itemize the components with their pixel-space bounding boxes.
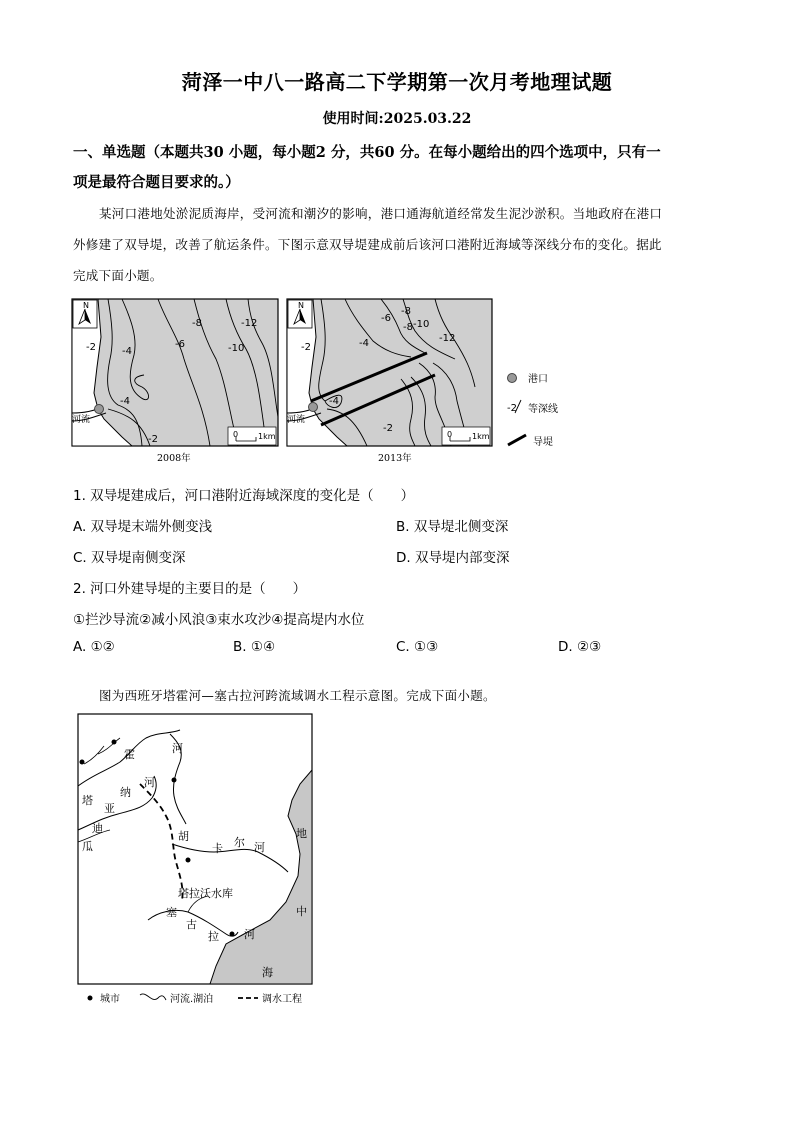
passage1-line2: 外修建了双导堤，改善了航运条件。下图示意双导堤建成前后该河口港附近海域等深线分布的变化。据此 <box>73 237 662 252</box>
passage2-line1: 图为西班牙塔霍河—塞古拉河跨流域调水工程示意图。完成下面小题。 <box>99 688 496 703</box>
depth-label: -8 <box>192 318 202 329</box>
legend-isobath: 等深线 <box>528 404 558 415</box>
q2-option-b: B. ①④ <box>233 639 276 655</box>
section-heading-line1: 一、单选题（本题共30 小题，每小题2 分，共60 分。在每小题给出的四个选项中，只有一 <box>73 144 661 161</box>
q2-option-d: D. ②③ <box>558 639 602 655</box>
depth-label: -6 <box>381 313 391 324</box>
depth-label: -12 <box>241 318 258 329</box>
depth-label: -4 <box>122 346 132 357</box>
tajo-label: 迪 <box>92 822 103 835</box>
jucar-label: 尔 <box>234 836 245 849</box>
page-title: 菏泽一中八一路高二下学期第一次月考地理试题 <box>181 70 613 94</box>
river-label: 河流 <box>287 415 306 425</box>
tajo-label: 塔 <box>82 794 93 807</box>
city-icon <box>230 932 235 937</box>
city-icon <box>172 778 177 783</box>
depth-label: -10 <box>413 319 430 330</box>
map-2013 <box>287 299 492 464</box>
isobath-figure <box>70 297 570 467</box>
jucar-label: 胡 <box>178 830 189 843</box>
city-legend-icon <box>88 996 93 1001</box>
segura-label: 塞 <box>166 906 177 919</box>
scale-unit: 1km <box>258 432 276 441</box>
q1-option-c: C. 双导堤南侧变深 <box>73 550 186 566</box>
sea-label: 中 <box>296 905 307 918</box>
scale-unit: 1km <box>472 432 490 441</box>
scale-zero: 0 <box>233 430 239 439</box>
depth-label: -2 <box>86 342 96 353</box>
legend-jetty: 导堤 <box>533 437 553 448</box>
legend-port: 港口 <box>528 374 548 385</box>
legend-isobath-value: -2 <box>507 403 517 414</box>
question-2-items: ①拦沙导流②减小风浪③束水攻沙④提高堤内水位 <box>73 612 365 628</box>
legend-city: 城市 <box>100 994 120 1005</box>
passage1-line1: 某河口港地处淤泥质海岸，受河流和潮汐的影响，港口通海航道经常发生泥沙淤积。当地政府在港口 <box>99 206 663 221</box>
segura-label: 拉 <box>208 930 219 943</box>
section-heading-line2: 项是最符合题目要求的。） <box>73 174 240 191</box>
depth-label: -8 <box>403 322 413 333</box>
map-caption-2008: 2008年 <box>157 453 191 464</box>
depth-label: -2 <box>148 434 158 445</box>
legend-water-project: 调水工程 <box>262 994 302 1005</box>
depth-label: -2 <box>383 423 393 434</box>
depth-label: -12 <box>439 333 456 344</box>
sea-label: 地 <box>296 827 307 840</box>
scale-zero: 0 <box>447 430 453 439</box>
north-label: N <box>83 301 89 310</box>
port-symbol-icon <box>508 374 517 383</box>
depth-label: -4 <box>120 396 130 407</box>
jucar-label: 河 <box>254 841 265 854</box>
q1-option-b: B. 双导堤北侧变深 <box>396 519 509 535</box>
tajo-label: 河 <box>172 742 183 755</box>
figure1-legend <box>507 372 558 448</box>
figure2-legend <box>88 992 303 1005</box>
sea-label: 海 <box>262 966 273 979</box>
question-1-stem: 1. 双导堤建成后，河口港附近海域深度的变化是（ ） <box>73 488 415 504</box>
q1-option-d: D. 双导堤内部变深 <box>396 550 510 566</box>
depth-label: -2 <box>301 342 311 353</box>
q1-option-a: A. 双导堤末端外侧变浅 <box>73 519 213 535</box>
city-icon <box>80 760 85 765</box>
depth-label: -6 <box>175 339 185 350</box>
jetty-symbol-icon <box>508 435 526 445</box>
section-heading <box>73 138 728 198</box>
water-transfer-map <box>74 712 319 1012</box>
river-legend-icon <box>140 994 166 1000</box>
exam-date: 使用时间:2025.03.22 <box>322 111 472 127</box>
north-label: N <box>298 301 304 310</box>
tajo-label: 河 <box>144 776 155 789</box>
depth-label: -4 <box>329 396 339 407</box>
depth-label: -8 <box>401 306 411 317</box>
tajo-label: 瓜 <box>82 840 93 853</box>
tajo-label: 亚 <box>104 802 115 815</box>
map-2008 <box>72 299 278 464</box>
tajo-label: 纳 <box>120 786 131 799</box>
river-label: 河流 <box>72 415 91 425</box>
city-icon <box>112 740 117 745</box>
legend-river-lake: 河流.湖泊 <box>170 994 214 1005</box>
depth-label: -10 <box>228 343 245 354</box>
segura-label: 古 <box>186 918 197 931</box>
q2-option-a: A. ①② <box>73 639 115 655</box>
tajo-label: 霍 <box>124 748 135 761</box>
passage1-line3: 完成下面小题。 <box>73 268 163 283</box>
map-caption-2013: 2013年 <box>378 453 412 464</box>
city-icon <box>186 858 191 863</box>
jucar-label: 卡 <box>212 842 223 855</box>
reservoir-label: 塔拉沃水库 <box>178 887 233 900</box>
segura-label: 河 <box>244 928 255 941</box>
q2-option-c: C. ①③ <box>396 639 439 655</box>
question-2-stem: 2. 河口外建导堤的主要目的是（ ） <box>73 581 307 597</box>
depth-label: -4 <box>359 338 369 349</box>
